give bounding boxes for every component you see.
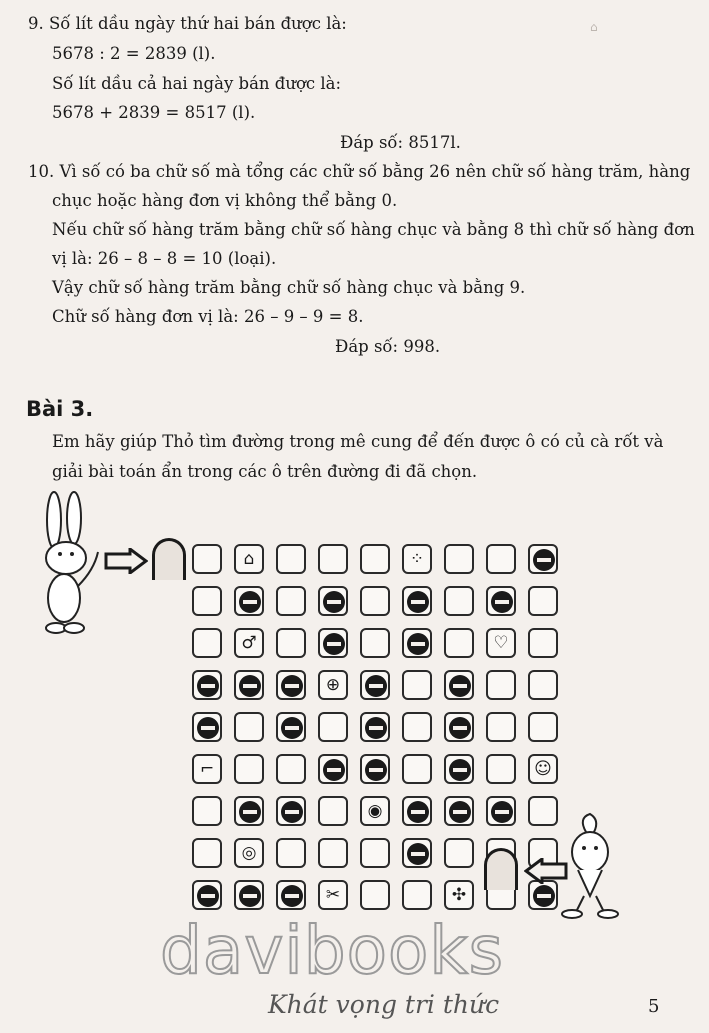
maze-cell bbox=[234, 880, 264, 910]
blocked-icon bbox=[281, 717, 303, 739]
exercise-text-line2: giải bài toán ẩn trong các ô trên đường đi đã chọn. bbox=[52, 462, 478, 481]
blocked-icon bbox=[407, 843, 429, 865]
blocked-icon bbox=[491, 801, 513, 823]
maze-cell bbox=[402, 796, 432, 826]
maze-cell bbox=[402, 838, 432, 868]
blocked-icon bbox=[197, 675, 219, 697]
maze-cell bbox=[234, 796, 264, 826]
maze-cell bbox=[528, 670, 558, 700]
maze-cell bbox=[486, 796, 516, 826]
ball-icon: ⊕ bbox=[325, 675, 341, 695]
maze-cell bbox=[192, 628, 222, 658]
maze-cell bbox=[318, 754, 348, 784]
eye-icon: ◉ bbox=[367, 801, 383, 821]
maze-cell bbox=[528, 544, 558, 574]
maze-cell bbox=[360, 754, 390, 784]
drop-icon: ◎ bbox=[241, 843, 257, 863]
maze-cell bbox=[192, 880, 222, 910]
house-icon: ⌂ bbox=[243, 549, 255, 569]
maze-cell bbox=[402, 670, 432, 700]
maze-cell bbox=[234, 712, 264, 742]
exercise-text-line1: Em hãy giúp Thỏ tìm đường trong mê cung để đến được ô có củ cà rốt và bbox=[52, 432, 664, 451]
solution-9-line4: 5678 + 2839 = 8517 (l). bbox=[52, 103, 256, 122]
maze-cell bbox=[402, 880, 432, 910]
maze-cell bbox=[276, 628, 306, 658]
solution-10-line5: Vậy chữ số hàng trăm bằng chữ số hàng chục và bằng 9. bbox=[52, 278, 526, 297]
maze-cell bbox=[528, 712, 558, 742]
blocked-icon bbox=[449, 675, 471, 697]
maze-cell bbox=[486, 712, 516, 742]
blocked-icon bbox=[407, 801, 429, 823]
maze-cell bbox=[318, 712, 348, 742]
blocked-icon bbox=[239, 591, 261, 613]
maze-cell bbox=[276, 586, 306, 616]
page-number: 5 bbox=[648, 996, 660, 1017]
maze-cell bbox=[318, 796, 348, 826]
maze-cell bbox=[360, 670, 390, 700]
solution-9-line3: Số lít dầu cả hai ngày bán được là: bbox=[52, 74, 342, 93]
blocked-icon bbox=[323, 759, 345, 781]
maze-cell bbox=[402, 544, 432, 574]
blocked-icon bbox=[239, 801, 261, 823]
blocked-icon bbox=[281, 801, 303, 823]
maze-cell bbox=[276, 796, 306, 826]
blocked-icon bbox=[365, 717, 387, 739]
maze-cell bbox=[318, 586, 348, 616]
maze-cell bbox=[444, 544, 474, 574]
maze-cell bbox=[360, 586, 390, 616]
blocked-icon bbox=[323, 633, 345, 655]
maze-cell bbox=[402, 586, 432, 616]
blocked-icon bbox=[239, 675, 261, 697]
publisher-watermark: davibooks bbox=[160, 912, 504, 989]
maze-cell bbox=[402, 628, 432, 658]
blocked-icon bbox=[365, 675, 387, 697]
solution-10-line2: chục hoặc hàng đơn vị không thể bằng 0. bbox=[52, 191, 398, 210]
exit-door bbox=[484, 848, 518, 890]
maze-cell bbox=[318, 670, 348, 700]
answer-10: Đáp số: 998. bbox=[335, 337, 441, 356]
maze-cell bbox=[276, 880, 306, 910]
maze-cell bbox=[402, 712, 432, 742]
boot-icon: ⌐ bbox=[199, 759, 215, 779]
solution-9-line1: 9. Số lít dầu ngày thứ hai bán được là: bbox=[28, 14, 347, 33]
maze-cell bbox=[486, 670, 516, 700]
maze-cell bbox=[192, 712, 222, 742]
dice-icon: ⁘ bbox=[409, 549, 425, 569]
maze-cell bbox=[444, 796, 474, 826]
maze-cell bbox=[444, 754, 474, 784]
maze-cell bbox=[276, 712, 306, 742]
solution-10-line3: Nếu chữ số hàng trăm bằng chữ số hàng chục và bằng 8 thì chữ số hàng đơn bbox=[52, 220, 695, 239]
maze-cell bbox=[318, 880, 348, 910]
answer-9: Đáp số: 8517l. bbox=[340, 133, 461, 152]
rabbit-illustration bbox=[32, 490, 104, 640]
maze-cell bbox=[402, 754, 432, 784]
maze-cell bbox=[444, 628, 474, 658]
blocked-icon bbox=[365, 759, 387, 781]
scissors-icon: ✂ bbox=[325, 885, 341, 905]
maze-cell bbox=[192, 796, 222, 826]
blocked-icon bbox=[407, 591, 429, 613]
smiley-icon: ☺ bbox=[534, 759, 552, 779]
blocked-icon bbox=[281, 675, 303, 697]
maze-cell bbox=[192, 754, 222, 784]
maze-cell bbox=[360, 880, 390, 910]
blocked-icon bbox=[239, 885, 261, 907]
solution-10-line6: Chữ số hàng đơn vị là: 26 – 9 – 9 = 8. bbox=[52, 307, 364, 326]
maze-cell bbox=[234, 754, 264, 784]
maze-cell bbox=[360, 838, 390, 868]
maze-cell bbox=[276, 754, 306, 784]
maze-cell bbox=[234, 838, 264, 868]
maze-cell bbox=[444, 586, 474, 616]
blocked-icon bbox=[533, 885, 555, 907]
fan-icon: ✣ bbox=[451, 885, 467, 905]
maze-cell bbox=[234, 670, 264, 700]
solution-9-line2: 5678 : 2 = 2839 (l). bbox=[52, 44, 216, 63]
tie-icon: ♂ bbox=[241, 633, 257, 653]
maze-cell bbox=[318, 628, 348, 658]
maze-cell bbox=[444, 712, 474, 742]
blocked-icon bbox=[407, 633, 429, 655]
maze-cell bbox=[360, 796, 390, 826]
blocked-icon bbox=[449, 759, 471, 781]
blocked-icon bbox=[449, 717, 471, 739]
maze-cell bbox=[444, 880, 474, 910]
maze-cell bbox=[192, 544, 222, 574]
maze-cell bbox=[528, 880, 558, 910]
maze-cell bbox=[276, 544, 306, 574]
maze-cell bbox=[360, 628, 390, 658]
maze-cell bbox=[486, 586, 516, 616]
maze-cell bbox=[444, 838, 474, 868]
maze-cell bbox=[528, 796, 558, 826]
maze-cell bbox=[528, 628, 558, 658]
blocked-icon bbox=[197, 717, 219, 739]
maze-cell bbox=[192, 586, 222, 616]
solution-10-line1: 10. Vì số có ba chữ số mà tổng các chữ số bằng 26 nên chữ số hàng trăm, hàng bbox=[28, 162, 691, 181]
carrot-character-illustration bbox=[556, 812, 626, 922]
maze-cell bbox=[486, 628, 516, 658]
maze-cell bbox=[318, 838, 348, 868]
blocked-icon bbox=[281, 885, 303, 907]
maze-cell bbox=[276, 838, 306, 868]
maze-cell bbox=[234, 628, 264, 658]
blocked-icon bbox=[197, 885, 219, 907]
maze-cell bbox=[192, 670, 222, 700]
entry-arrow-icon bbox=[104, 548, 148, 574]
heart-icon: ♡ bbox=[493, 633, 509, 653]
maze-cell bbox=[528, 586, 558, 616]
maze-cell bbox=[360, 544, 390, 574]
exercise-heading: Bài 3. bbox=[26, 397, 94, 421]
blocked-icon bbox=[323, 591, 345, 613]
maze-cell bbox=[486, 544, 516, 574]
blocked-icon bbox=[533, 549, 555, 571]
solution-10-line4: vị là: 26 – 8 – 8 = 10 (loại). bbox=[52, 249, 277, 268]
maze-cell bbox=[234, 544, 264, 574]
maze-cell bbox=[360, 712, 390, 742]
maze-cell bbox=[192, 838, 222, 868]
blocked-icon bbox=[449, 801, 471, 823]
bleed-through-text: ⌂ bbox=[590, 20, 598, 34]
blocked-icon bbox=[491, 591, 513, 613]
maze-cell bbox=[234, 586, 264, 616]
entry-door bbox=[152, 538, 186, 580]
maze-cell bbox=[486, 754, 516, 784]
maze-cell bbox=[276, 670, 306, 700]
maze-cell bbox=[318, 544, 348, 574]
maze-cell bbox=[444, 670, 474, 700]
maze-cell bbox=[528, 754, 558, 784]
publisher-slogan: Khát vọng tri thức bbox=[268, 990, 500, 1019]
